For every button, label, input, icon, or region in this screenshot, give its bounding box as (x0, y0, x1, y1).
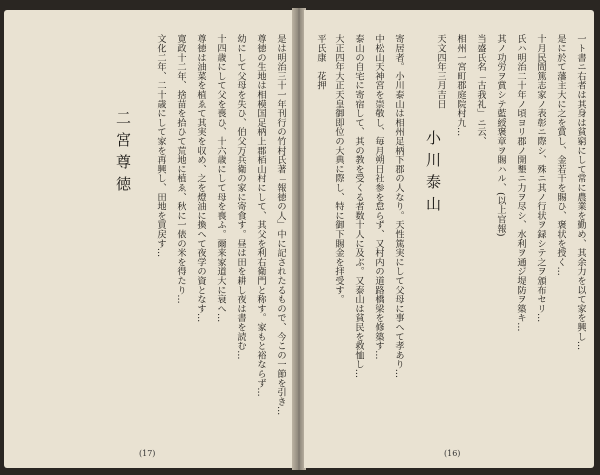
text-column: 当盛氏名「古我礼」ニ云、 (475, 34, 486, 146)
right-page (304, 10, 594, 468)
text-column: 泰山の自宅に寄宿して、其の教を受くる者数十人に及ぶ。又泰山は貧民を救恤し… (353, 34, 364, 379)
section-title: 二宮尊徳 (114, 110, 132, 198)
text-column: 寛政十二年、捨苗を拾ひて荒地に植ゑ、秋に一俵の米を得たり… (175, 34, 186, 304)
page-number: (16) (444, 449, 461, 458)
text-column: 中松山天神宮を崇敬し、毎月朔日社参を怠らず、又村内の道路橋梁を修築す… (373, 34, 384, 360)
text-column: 其ノ功労ヲ賞シテ藍綬褒章ヲ賜ハル、(以上官報) (495, 34, 506, 237)
text-column: 一ト書ニ右者は其身は貧窮にして常に農業を勤め、其余力を以て家を興し… (575, 34, 586, 351)
text-column: 是に於て藩主大に之を賞し、金若干を賜ひ、褒状を授く… (555, 34, 566, 276)
text-column: 十月民間篤志家ノ表彰ニ際シ、殊ニ其ノ行状ヲ録シテ之ヲ頒布セリ… (535, 34, 546, 323)
text-column: 平氏康 花押 (315, 34, 326, 90)
text-column: 幼にして父母を失ひ、伯父万兵衛の家に寄食す。昼は田を耕し夜は書を読む… (235, 34, 246, 360)
section-title: 小川泰山 (424, 130, 442, 218)
text-column: 相州一宮町郡庭院村九… (455, 34, 466, 137)
text-column: 十四歳にして父を喪ひ、十六歳にして母を喪ふ。爾来家道大に衰へ… (215, 34, 226, 323)
text-column: 文化二年、二十歳にして家を再興し、田地を買戻す… (155, 34, 166, 258)
text-column: 尊徳の生地は相模国足柄上郡栢山村にして、其父を利右衛門と称す。家もと裕ならず… (255, 34, 266, 397)
text-column: 大正四年大正天皇御即位の大典に際し、特に御下賜金を拝受す。 (333, 34, 344, 304)
text-column: 氏ハ明治二十年ノ頃ヨリ郡ノ開墾ニ力ヲ尽シ、水利ヲ通ジ堤防ヲ築キ… (515, 34, 526, 332)
text-column: 尊徳は油菜を植ゑて其実を収め、之を燈油に換へて夜学の資となす… (195, 34, 206, 323)
left-page (4, 10, 294, 468)
text-column: 是は明治三十一年刊行の竹村氏著「報徳の人」中に記されたるもので、今この一節を引き… (275, 34, 286, 416)
page-number: (17) (139, 449, 156, 458)
text-column: 寄居者。小川泰山は相州足柄下郡の人なり。天性篤実にして父母に事へて孝あり… (393, 34, 404, 379)
text-column: 天文四年三月吉日 (435, 34, 446, 109)
